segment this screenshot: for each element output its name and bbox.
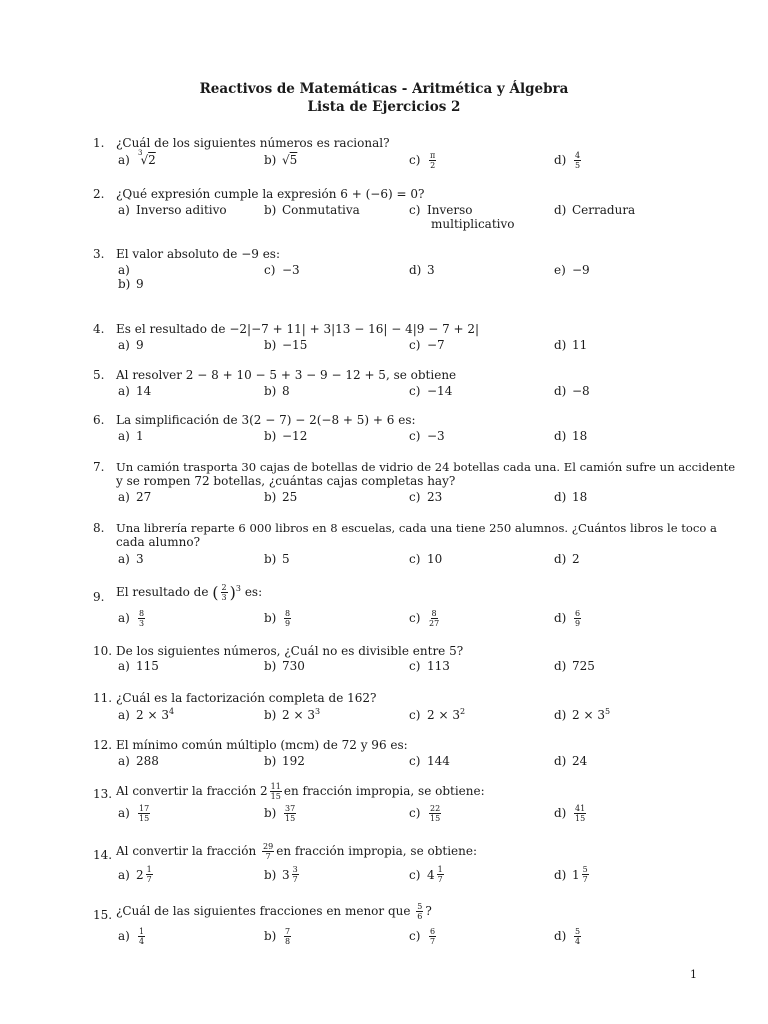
question-stem: ¿Cuál de los siguientes números es racional? [116, 136, 390, 150]
option-label: a) [118, 429, 130, 443]
question-number: 3. [93, 247, 105, 261]
option-label: d) [554, 338, 567, 352]
option-label: c) [409, 708, 421, 722]
option-label: d) [554, 429, 567, 443]
question-number: 6. [93, 413, 105, 427]
option-label: c) [409, 611, 421, 625]
option-label: a) [118, 338, 130, 352]
option-label: b) [264, 806, 277, 820]
question-number: 5. [93, 368, 105, 382]
option-c: c) $\frac{6}{7}$ [409, 927, 436, 946]
option-c: c) $2 \times 3^2$ [409, 707, 466, 722]
option-label: d) [554, 153, 567, 167]
option-c: c) −14 [409, 384, 453, 398]
question-number: 7. [93, 460, 105, 474]
option-d: d) −8 [554, 384, 590, 398]
option-label: c) [409, 867, 421, 882]
option-label: b) [264, 929, 277, 943]
option-label: d) [554, 806, 567, 820]
option-label: d) [554, 929, 567, 943]
question-stem: De los siguientes números, ¿Cuál no es divisible entre 5? [116, 644, 464, 658]
question-stem: ¿Qué expresión cumple la expresión 6 + (−6) = 0? [116, 187, 425, 201]
option-c: c) $\frac{22}{15}$ [409, 804, 441, 823]
option-c: c) 23 [409, 490, 443, 504]
option-d: d) 1 $\frac{5}{7}$ [554, 865, 588, 884]
option-label: d) [554, 490, 567, 504]
question-stem-continued: y se rompen 72 botellas, ¿cuántas cajas completas hay? [116, 474, 456, 488]
option-b: b) −12 [264, 429, 308, 443]
option-a: a) 9 [118, 338, 144, 352]
option-a: a) 288 [118, 754, 159, 768]
option-label: b) [264, 754, 277, 768]
option-label: d) [554, 552, 567, 566]
question-number: 9. [93, 590, 105, 604]
option-label: c) [409, 929, 421, 943]
option-label: a) [118, 384, 130, 398]
option-label: b) [264, 611, 277, 625]
question-stem: Un camión trasporta 30 cajas de botellas de vidrio de 24 botellas cada una. El camión sufre un accidente [116, 460, 736, 474]
question-number: 14. [93, 848, 113, 862]
question-stem: Es el resultado de −2|−7 + 11| + 3|13 − 16| − 4|9 − 7 + 2| [116, 322, 480, 336]
option-c: c) $\frac{8}{27}$ [409, 609, 440, 628]
option-e: e) −9 [554, 263, 590, 277]
option-label: c) [409, 429, 421, 443]
option-d: d) $\frac{6}{9}$ [554, 609, 581, 628]
option-label: a) [118, 263, 130, 277]
option-label: d) [554, 659, 567, 673]
option-label: d) [554, 867, 567, 882]
option-label: b) [264, 153, 277, 167]
option-label: a) [118, 611, 130, 625]
option-d: d) 18 [554, 490, 588, 504]
option-label: d) [554, 754, 567, 768]
option-b: b) $2 \times 3^3$ [264, 707, 321, 722]
option-d: d) $\frac{5}{4}$ [554, 927, 581, 946]
option-d: d) 2 [554, 552, 580, 566]
option-label: c) [409, 806, 421, 820]
option-d: d) $2 \times 3^5$ [554, 707, 611, 722]
question-number: 2. [93, 187, 105, 201]
document-title: Reactivos de Matemáticas - Aritmética y Álgebra [199, 81, 569, 97]
option-label: b) [264, 659, 277, 673]
question-stem: La simplificación de 3(2 − 7) − 2(−8 + 5) + 6 es: [116, 413, 416, 427]
page-number: 1 [690, 968, 697, 981]
option-b: b) $\frac{37}{15}$ [264, 804, 296, 823]
option-b: b) 8 [264, 384, 290, 398]
option-b: b) √5 [264, 153, 298, 167]
option-label: c) [409, 490, 421, 504]
option-label: a) [118, 708, 130, 722]
option-a: a) Inverso aditivo [118, 203, 227, 217]
option-label: a) [118, 153, 130, 167]
option-label: a) [118, 806, 130, 820]
option-a: a) $\frac{1}{4}$ [118, 927, 145, 946]
option-label: d) [554, 708, 567, 722]
question-stem: ¿Cuál de las siguientes fracciones en menor que $\frac{5}{6}$ ? [116, 902, 432, 921]
option-label: b) [264, 490, 277, 504]
question-number: 4. [93, 322, 105, 336]
question-number: 12. [93, 738, 113, 752]
option-label: e) [554, 263, 566, 277]
option-a: a) $\frac{17}{15}$ [118, 804, 150, 823]
question-stem: Una librería reparte 6 000 libros en 8 escuelas, cada una tiene 250 alumnos. ¿Cuántos libros le toco a [116, 521, 717, 535]
option-c: c) 10 [409, 552, 443, 566]
option-c-continued: multiplicativo [431, 217, 515, 231]
option-label: a) [118, 867, 130, 882]
option-a [118, 263, 136, 277]
option-c: c) Inverso [409, 203, 473, 217]
option-label: b) [118, 277, 131, 291]
option-d: d) Cerradura [554, 203, 636, 217]
question-stem: El resultado de ( $\frac{2}{3}$ )$^3$ es: [116, 583, 263, 602]
option-c: c) 4 $\frac{1}{7}$ [409, 865, 443, 884]
option-label: a) [118, 203, 130, 217]
option-label: b) [264, 203, 277, 217]
question-stem: El valor absoluto de −9 es: [116, 247, 281, 261]
option-b: b) Conmutativa [264, 203, 360, 217]
option-b: b) 730 [264, 659, 305, 673]
option-label: b) [264, 552, 277, 566]
option-d: d) $\frac{4}{5}$ [554, 151, 581, 170]
option-label: c) [409, 754, 421, 768]
option-a: a) 1 [118, 429, 144, 443]
option-c: c) −3 [264, 263, 300, 277]
option-c: c) −7 [409, 338, 445, 352]
option-c: c) −3 [409, 429, 445, 443]
option-d: d) 3 [409, 263, 435, 277]
option-b: b) 5 [264, 552, 290, 566]
question-stem: Al convertir la fracción 2 $\frac{11}{15}$ en fracción impropia, se obtiene: [116, 782, 485, 801]
option-label: d) [554, 611, 567, 625]
option-label: a) [118, 552, 130, 566]
question-stem: Al convertir la fracción $\frac{29}{7}$ en fracción impropia, se obtiene: [116, 842, 478, 861]
option-label: c) [409, 384, 421, 398]
option-label: c) [264, 263, 276, 277]
option-b: b) 3 $\frac{3}{7}$ [264, 865, 298, 884]
document-subtitle: Lista de Ejercicios 2 [307, 99, 461, 115]
option-d: d) 24 [554, 754, 588, 768]
option-b: b) 192 [264, 754, 305, 768]
question-stem: ¿Cuál es la factorización completa de 162? [116, 691, 377, 705]
option-a: a) 115 [118, 659, 159, 673]
option-a: a) 2 $\frac{1}{7}$ [118, 865, 152, 884]
option-a: a) 3 [118, 552, 144, 566]
option-label: c) [409, 659, 421, 673]
option-label: d) [409, 263, 422, 277]
option-d: d) 725 [554, 659, 595, 673]
option-label: d) [554, 203, 567, 217]
option-label: c) [409, 338, 421, 352]
option-label: a) [118, 929, 130, 943]
option-c: c) 144 [409, 754, 450, 768]
question-number: 1. [93, 136, 105, 150]
option-label: a) [118, 490, 130, 504]
option-a: a) $\frac{8}{3}$ [118, 609, 145, 628]
option-label: a) [118, 754, 130, 768]
option-a: a) $^3$√2 [118, 149, 156, 167]
option-b: b) $\frac{8}{9}$ [264, 609, 291, 628]
option-b: b) 25 [264, 490, 298, 504]
option-label: d) [554, 384, 567, 398]
option-b: b) −15 [264, 338, 308, 352]
option-label: b) [264, 867, 277, 882]
option-c: c) 113 [409, 659, 450, 673]
option-c: c) $\frac{\pi}{2}$ [409, 151, 436, 170]
option-b: b) $\frac{7}{8}$ [264, 927, 291, 946]
option-label: c) [409, 203, 421, 217]
option-a: a) $2 \times 3^4$ [118, 707, 175, 722]
option-d: d) 18 [554, 429, 588, 443]
option-label: c) [409, 552, 421, 566]
option-label: b) [264, 384, 277, 398]
question-stem-continued: cada alumno? [116, 535, 201, 549]
option-label: a) [118, 659, 130, 673]
option-d: d) $\frac{41}{15}$ [554, 804, 586, 823]
question-number: 10. [93, 644, 113, 658]
option-label: b) [264, 708, 277, 722]
question-number: 15. [93, 908, 113, 922]
question-number: 11. [93, 691, 113, 705]
option-b: b) 9 [118, 277, 144, 291]
question-stem: El mínimo común múltiplo (mcm) de 72 y 96 es: [116, 738, 408, 752]
option-d: d) 11 [554, 338, 588, 352]
option-label: b) [264, 338, 277, 352]
question-stem: Al resolver 2 − 8 + 10 − 5 + 3 − 9 − 12 + 5, se obtiene [116, 368, 457, 382]
question-number: 13. [93, 787, 113, 801]
option-label: b) [264, 429, 277, 443]
question-number: 8. [93, 521, 105, 535]
option-a: a) 14 [118, 384, 152, 398]
option-a: a) 27 [118, 490, 152, 504]
option-label: c) [409, 153, 421, 167]
